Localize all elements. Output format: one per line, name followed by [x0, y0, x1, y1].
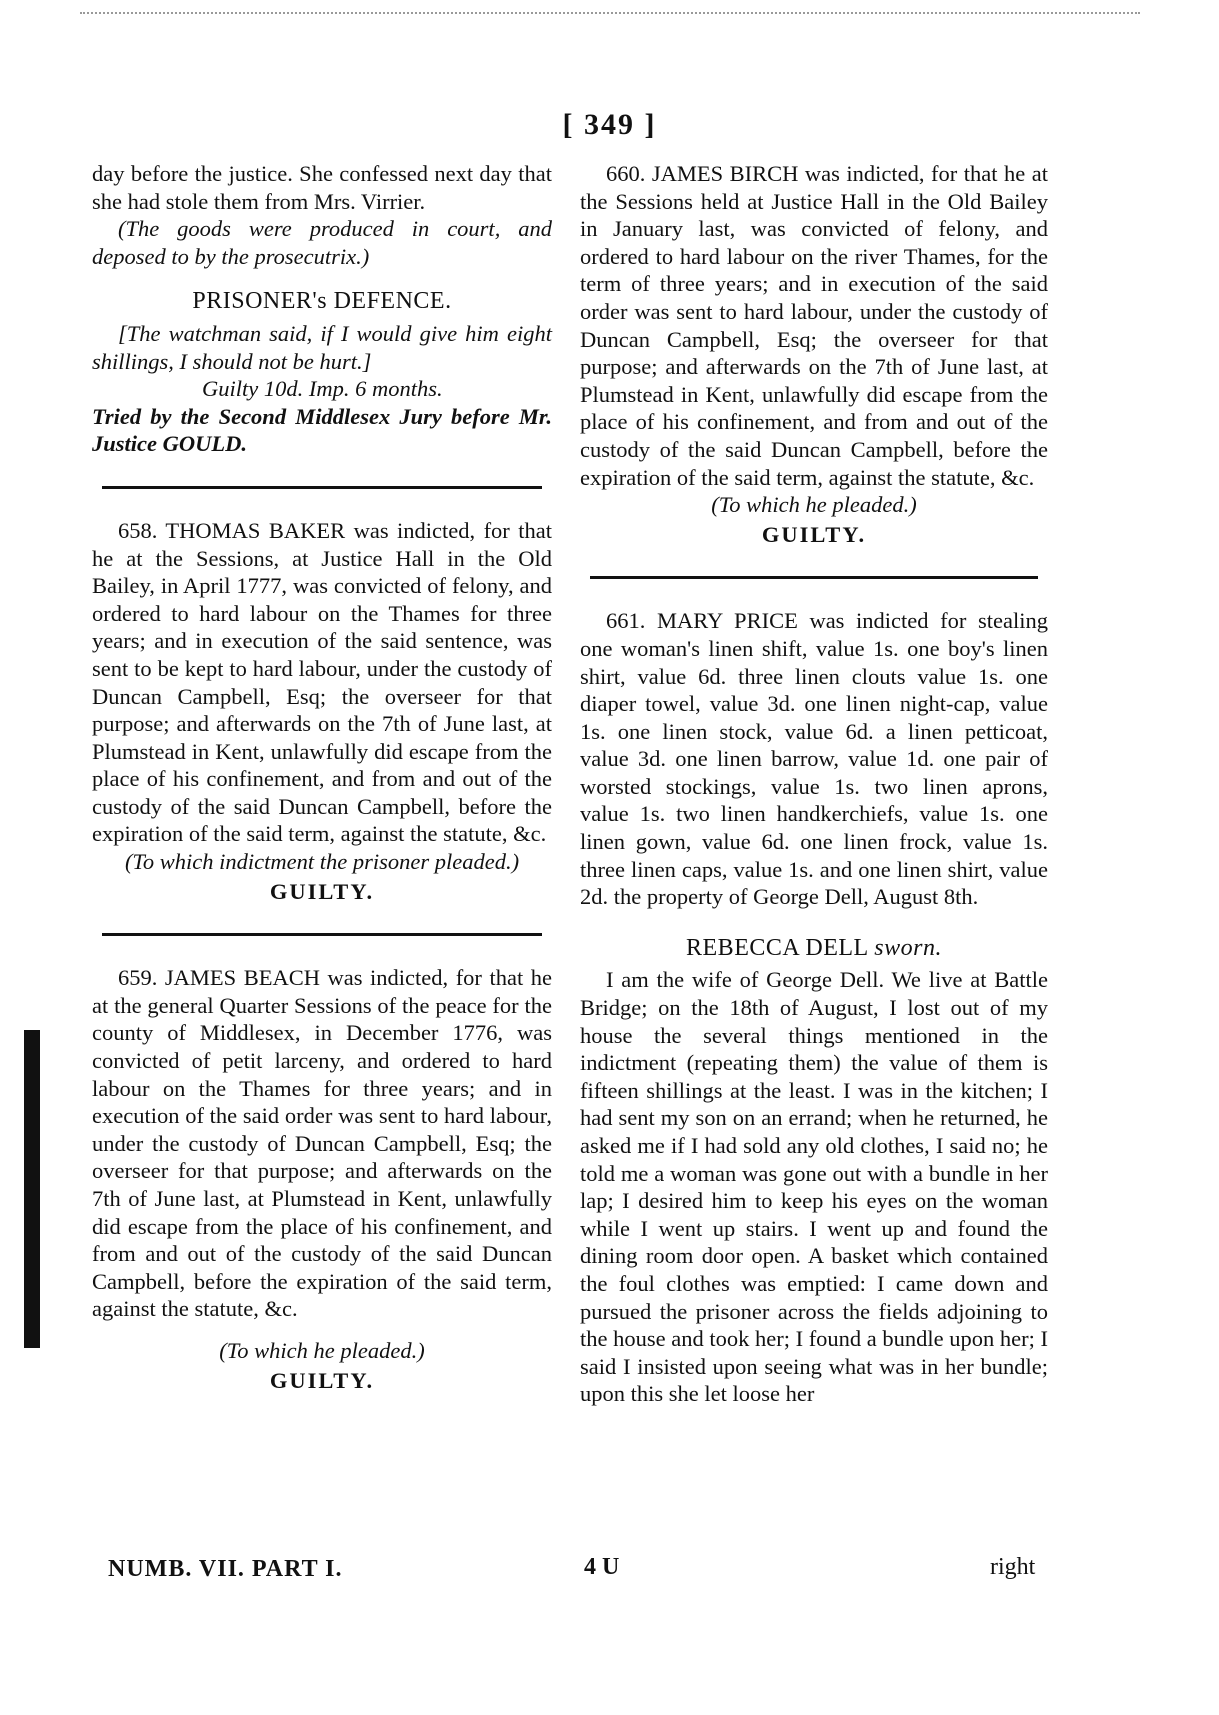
case-658-text: 658. THOMAS BAKER was indicted, for that he at the Sessions, at Justice Hall in the Old Bailey, in April 1777, was convicted of felony, and ordered to hard labour on the Thames for three years; and in execution of the said sentence, was sent to be kept to hard labour, under the custody of Duncan Campbell, Esq; the overseer for that purpose; and afterwards on the 7th of June last, at Plumstead in Kent, unlawfully did escape from the place of his confinement, and from and out of the custody of the said Duncan Campbell, before the expiration of the said term, against the statute, &c.: [92, 517, 552, 847]
footer-signature-mark: 4 U: [584, 1554, 620, 1580]
tried-by-line: Tried by the Second Middlesex Jury before Mr. Justice GOULD.: [92, 403, 552, 457]
defence-text: [The watchman said, if I would give him eight shillings, I should not be hurt.]: [92, 320, 552, 374]
section-rule: [102, 933, 542, 936]
continued-testimony: day before the justice. She confessed next day that she had stole them from Mrs. Virrier.: [92, 161, 552, 214]
sentence-line: Guilty 10d. Imp. 6 months.: [202, 376, 443, 402]
witness-testimony: I am the wife of George Dell. We live at Battle Bridge; on the 18th of August, I lost out of my house the several things mentioned in the indictment (repeating them) the value of them is fifteen shillings at the least. I was in the kitchen; I had sent my son on an errand; when he returned, he asked me if I had sold any old clothes, I said no; he told me a woman was gone out with a bundle in her lap; I desired him to keep his eyes on the woman while I went up stairs. I went up and found the dining room door open. A basket which contained the foul clothes was emptied: I came down and pursued the prisoner across the fields adjoining to the house and took her; I found a bundle upon her; I said I insisted upon seeing what was in her bundle; upon this she let loose her: [580, 967, 1049, 1407]
top-edge-specks: [80, 12, 1140, 20]
witness-name: REBECCA DELL: [686, 934, 868, 961]
case-660-plea: (To which he pleaded.): [711, 492, 917, 518]
page-number-header: [ 349 ]: [562, 108, 657, 141]
case-660-text: 660. JAMES BIRCH was indicted, for that he at the Sessions held at Justice Hall in the Old Bailey in January last, was convicted of felony, and ordered to hard labour on the river Thames, for the term of three years; and in execution of the said order was sent to hard labour, under the custody of Duncan Campbell, Esq; the overseer for that purpose; and afterwards on the 7th of June last, at Plumstead in Kent, unlawfully did escape from the place of his confinement, and from and out of the custody of the said Duncan Campbell, before the expiration of the said term, against the statute, &c.: [580, 161, 1048, 490]
section-rule: [102, 486, 542, 489]
left-column: [92, 160, 552, 1394]
margin-black-bar: [24, 1030, 40, 1348]
case-661-text: 661. MARY PRICE was indicted for stealing one woman's linen shift, value 1s. one boy's linen shirt, value 6d. three linen clouts value 1s. one diaper towel, value 3d. one linen night-cap, value 1s. one linen stock, value 6d. a linen petticoat, value 3d. one linen barrow, value 1d. one pair of worsted stockings, value 1s. two linen aprons, value 1s. two linen handkerchiefs, value 1s. one linen gown, value 6d. one linen frock, value 1s. three linen caps, value 1s. and one linen shirt, value 2d. the property of George Dell, August 8th.: [580, 608, 1048, 910]
case-658-verdict: GUILTY.: [269, 878, 375, 904]
section-rule: [590, 576, 1038, 579]
case-659-verdict: GUILTY.: [269, 1367, 375, 1393]
witness-sworn: sworn.: [874, 934, 942, 961]
witness-heading: [580, 935, 1048, 963]
case-659-text: 659. JAMES BEACH was indicted, for that he at the general Quarter Sessions of the peace for the county of Middlesex, in December 1776, was convicted of petit larceny, and ordered to hard labour on the Thames for three years; and in execution of the said order was sent to hard labour, under the custody of Duncan Campbell, Esq; the overseer for that purpose; and afterwards on the 7th of June last, at Plumstead in Kent, unlawfully did escape from the place of his confinement, and from and out of the custody of the said Duncan Campbell, before the expiration of the said term, against the statute, &c.: [92, 965, 552, 1322]
right-column: [580, 160, 1048, 1408]
case-658-plea: (To which indictment the prisoner pleaded.): [124, 849, 520, 875]
court-note: (The goods were produced in court, and deposed to by the prosecutrix.): [92, 216, 552, 269]
footer-number-part: NUMB. VII. PART I.: [108, 1556, 343, 1582]
defence-heading: PRISONER's DEFENCE.: [192, 288, 452, 315]
case-659-plea: (To which he pleaded.): [219, 1337, 425, 1363]
case-660-verdict: GUILTY.: [761, 521, 867, 547]
footer-catchword: right: [990, 1554, 1036, 1580]
